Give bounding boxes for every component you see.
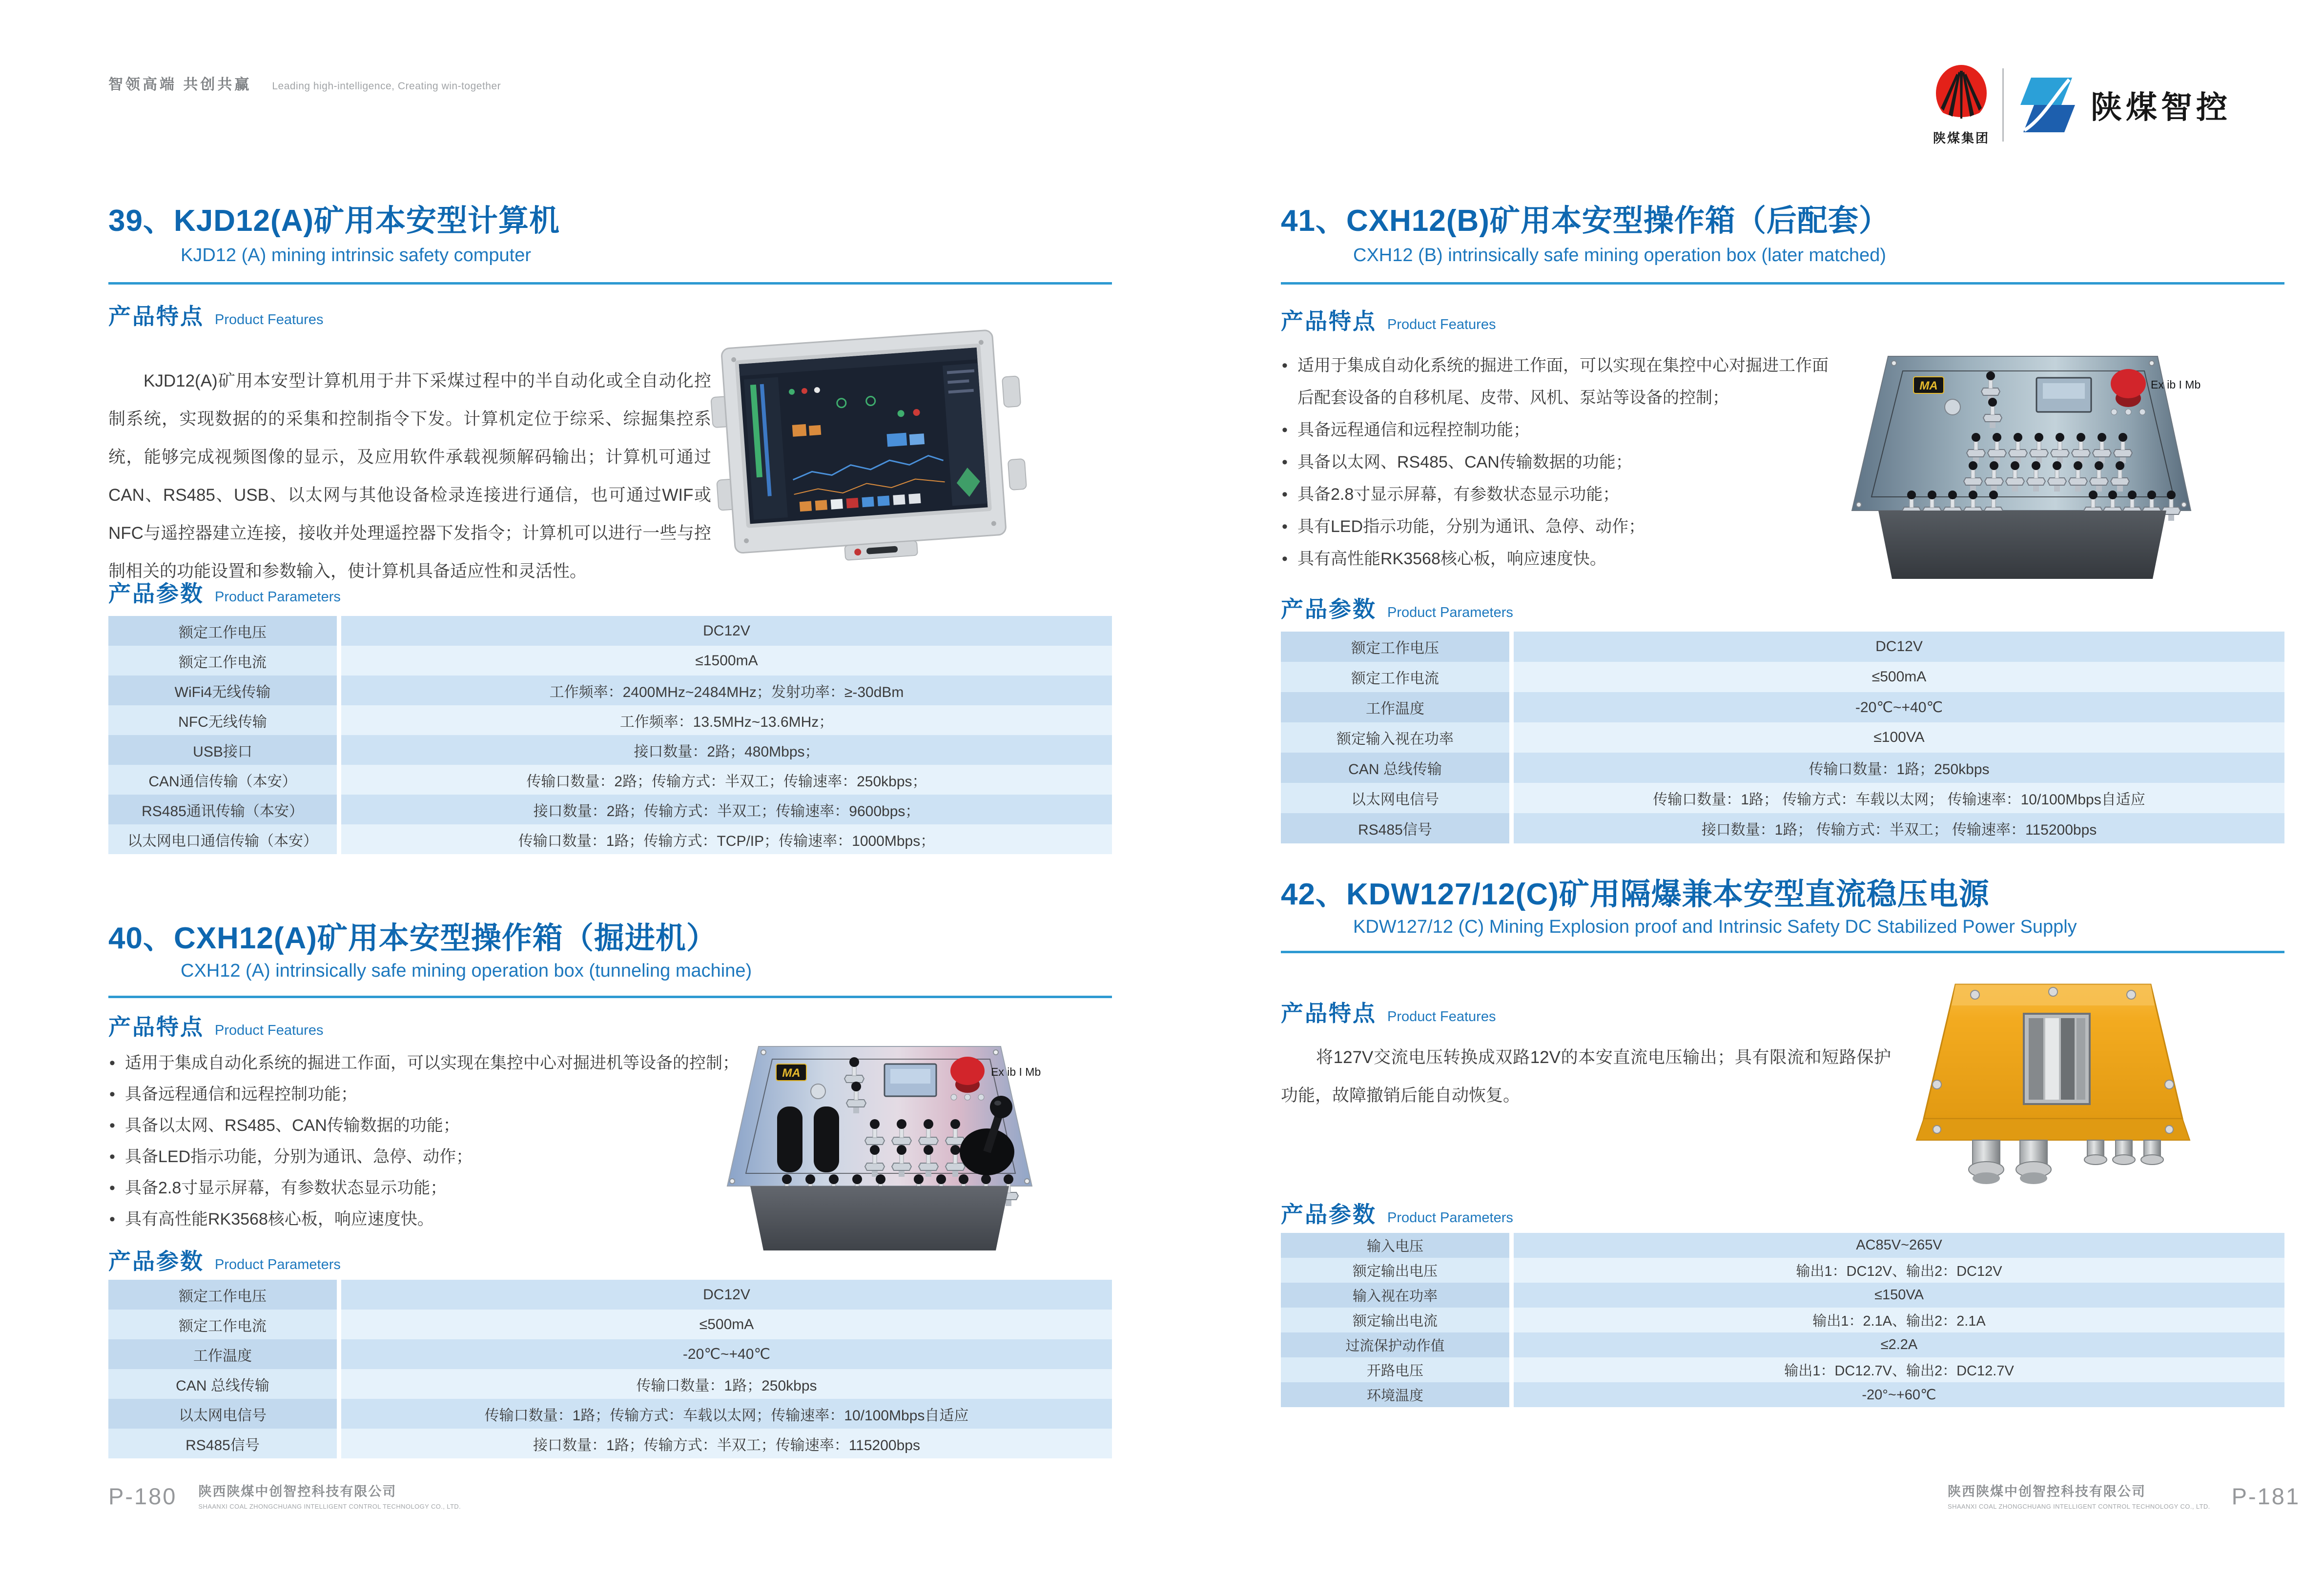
- param-value: -20°~+60℃: [1514, 1382, 2284, 1407]
- product-41-features: [1281, 349, 1835, 575]
- feature-item: • 具备远程通信和远程控制功能；: [1281, 414, 1835, 446]
- product-40-params-table: [108, 1280, 1112, 1458]
- param-value: DC12V: [1514, 632, 2284, 662]
- features-heading-en: Product Features: [215, 312, 324, 328]
- footer-left: [108, 1485, 461, 1510]
- product-39-photo: [698, 328, 1040, 562]
- param-value: 传输口数量：1路；250kbps: [1514, 753, 2284, 783]
- param-value: ≤2.2A: [1514, 1332, 2284, 1357]
- header-slogan: [108, 72, 501, 94]
- table-row: [1281, 692, 2284, 722]
- coal-group-logo-label: 陕煤集团: [1933, 130, 1990, 145]
- key-switch: [811, 1084, 825, 1099]
- product-39-features-heading: [108, 299, 323, 331]
- param-label: 额定工作电压: [108, 1280, 337, 1310]
- features-heading-en: Product Features: [1387, 1009, 1496, 1024]
- table-row: [1281, 813, 2284, 843]
- feature-item: • 具有高性能RK3568核心板，响应速度快。: [108, 1204, 753, 1235]
- table-row: [1281, 783, 2284, 813]
- feature-item: • 具备2.8寸显示屏幕，有参数状态显示功能；: [1281, 478, 1835, 511]
- company-block: [198, 1485, 461, 1510]
- product-39-params-heading: [108, 576, 341, 608]
- table-row: [108, 1280, 1112, 1310]
- table-row: [108, 646, 1112, 676]
- page-number-right: P-181: [2231, 1483, 2301, 1509]
- param-label: RS485通讯传输（本安）: [108, 795, 337, 824]
- param-label: RS485信号: [108, 1429, 337, 1458]
- table-row: [108, 735, 1112, 765]
- product-41-features-heading: [1281, 304, 1496, 336]
- table-row: [1281, 1332, 2284, 1357]
- product-41-photo: [1830, 349, 2215, 579]
- table-row: [108, 1310, 1112, 1339]
- company-name-en: SHAANXI COAL ZHONGCHUANG INTELLIGENT CONTROL TECHNOLOGY CO., LTD.: [1948, 1502, 2210, 1510]
- table-row: [1281, 722, 2284, 753]
- param-label: WiFi4无线传输: [108, 676, 337, 705]
- company-name-zh: 陕西陕煤中创智控科技有限公司: [1948, 1484, 2146, 1499]
- product-42-features-heading: [1281, 996, 1496, 1028]
- cable-gland: [2016, 1140, 2051, 1184]
- param-label: CAN 总线传输: [1281, 753, 1509, 783]
- product-41-params-table: [1281, 632, 2284, 843]
- param-label: 开路电压: [1281, 1357, 1509, 1382]
- param-label: 过流保护动作值: [1281, 1332, 1509, 1357]
- ex-marking-label: Ex ib I Mb: [991, 1065, 1041, 1078]
- coal-group-logo: [1933, 64, 1990, 146]
- param-value: 接口数量：1路； 传输方式：半双工； 传输速率：115200bps: [1514, 813, 2284, 843]
- param-value: ≤1500mA: [341, 646, 1112, 676]
- features-heading-zh: 产品特点: [1281, 1001, 1377, 1026]
- paddle-lever: [777, 1106, 802, 1172]
- feature-item: • 具备以太网、RS485、CAN传输数据的功能；: [108, 1110, 753, 1141]
- feature-item: • 适用于集成自动化系统的掘进工作面，可以实现在集控中心对掘进工作面后配套设备的自移机尾、皮带、风机、泵站等设备的控制；: [1281, 349, 1835, 414]
- param-label: CAN通信传输（本安）: [108, 765, 337, 795]
- param-label: 额定输入视在功率: [1281, 722, 1509, 753]
- section-divider: [1281, 282, 2284, 285]
- param-value: 传输口数量：1路；250kbps: [341, 1369, 1112, 1399]
- ma-certification-badge: [1913, 377, 1944, 393]
- feature-item: • 具有高性能RK3568核心板，响应速度快。: [1281, 543, 1835, 575]
- feature-item: • 具有LED指示功能，分别为通讯、急停、动作；: [1281, 511, 1835, 543]
- table-row: [108, 1339, 1112, 1369]
- param-value: 传输口数量：1路；传输方式：TCP/IP；传输速率：1000Mbps；: [341, 824, 1112, 854]
- product-42-params-table: [1281, 1233, 2284, 1407]
- product-39-subtitle: KJD12 (A) mining intrinsic safety computer: [181, 245, 532, 266]
- table-row: [108, 1369, 1112, 1399]
- product-41-title: 41、CXH12(B)矿用本安型操作箱（后配套）: [1281, 204, 1890, 238]
- coal-group-flame-icon: [1934, 64, 1989, 126]
- product-40-subtitle: CXH12 (A) intrinsically safe mining operation box (tunneling machine): [181, 961, 752, 981]
- features-heading-en: Product Features: [1387, 317, 1496, 332]
- params-heading-zh: 产品参数: [1281, 1202, 1377, 1227]
- table-row: [1281, 1233, 2284, 1258]
- param-label: 额定工作电压: [108, 616, 337, 646]
- product-39-params-table: [108, 616, 1112, 854]
- param-value: ≤500mA: [1514, 662, 2284, 692]
- table-row: [108, 705, 1112, 735]
- param-value: 接口数量：1路；传输方式：半双工；传输速率：115200bps: [341, 1429, 1112, 1458]
- product-42-params-heading: [1281, 1197, 1513, 1229]
- param-label: 以太网电信号: [108, 1399, 337, 1429]
- table-row: [1281, 1382, 2284, 1407]
- product-40-photo: [714, 1041, 1046, 1250]
- cable-gland-small: [2084, 1140, 2163, 1165]
- param-value: ≤500mA: [341, 1310, 1112, 1339]
- table-row: [108, 616, 1112, 646]
- paddle-lever: [814, 1106, 839, 1172]
- company-block: [1948, 1485, 2210, 1510]
- slogan-en: Leading high-intelligence, Creating win-together: [272, 81, 501, 92]
- table-row: [1281, 1258, 2284, 1283]
- company-name-zh: 陕西陕煤中创智控科技有限公司: [198, 1484, 397, 1499]
- param-value: 传输口数量：1路；传输方式：车载以太网；传输速率：10/100Mbps自适应: [341, 1399, 1112, 1429]
- feature-item: • 具备远程通信和远程控制功能；: [108, 1079, 753, 1110]
- table-row: [108, 795, 1112, 824]
- product-40-params-heading: [108, 1244, 341, 1276]
- param-value: 接口数量：2路；480Mbps；: [341, 735, 1112, 765]
- param-label: USB接口: [108, 735, 337, 765]
- param-value: 传输口数量：2路；传输方式：半双工；传输速率：250kbps；: [341, 765, 1112, 795]
- company-name-en: SHAANXI COAL ZHONGCHUANG INTELLIGENT CONTROL TECHNOLOGY CO., LTD.: [198, 1502, 461, 1510]
- section-divider: [108, 282, 1112, 285]
- cable-gland: [1969, 1140, 2004, 1184]
- param-value: ≤150VA: [1514, 1283, 2284, 1308]
- param-value: 输出1：DC12V、输出2：DC12V: [1514, 1258, 2284, 1283]
- param-value: -20℃~+40℃: [341, 1339, 1112, 1369]
- slogan-zh: 智领高端 共创共赢: [108, 77, 252, 93]
- product-39-title: 39、KJD12(A)矿用本安型计算机: [108, 204, 560, 238]
- product-41-subtitle: CXH12 (B) intrinsically safe mining operation box (later matched): [1353, 245, 1886, 266]
- table-row: [108, 1429, 1112, 1458]
- param-label: 工作温度: [108, 1339, 337, 1369]
- brand-name: 陕煤智控: [2091, 90, 2232, 125]
- params-heading-en: Product Parameters: [1387, 605, 1513, 620]
- params-heading-en: Product Parameters: [1387, 1210, 1513, 1226]
- param-label: RS485信号: [1281, 813, 1509, 843]
- product-42-description: 将127V交流电压转换成双路12V的本安直流电压输出；具有限流和短路保护功能，故障撤销后能自动恢复。: [1281, 1048, 1891, 1105]
- key-switch: [1945, 399, 1960, 415]
- param-label: 输入电压: [1281, 1233, 1509, 1258]
- param-label: 额定工作电压: [1281, 632, 1509, 662]
- param-label: NFC无线传输: [108, 705, 337, 735]
- table-row: [1281, 1308, 2284, 1332]
- table-row: [1281, 632, 2284, 662]
- header-logos: [1933, 59, 2231, 151]
- params-heading-zh: 产品参数: [108, 581, 204, 606]
- zhikong-z-logo-icon: [2016, 75, 2078, 135]
- table-row: [108, 1399, 1112, 1429]
- ma-certification-badge: [776, 1064, 806, 1081]
- param-value: 输出1：2.1A、输出2：2.1A: [1514, 1308, 2284, 1332]
- table-row: [1281, 1357, 2284, 1382]
- param-value: 工作频率：13.5MHz~13.6MHz；: [341, 705, 1112, 735]
- param-label: 输入视在功率: [1281, 1283, 1509, 1308]
- table-row: [108, 765, 1112, 795]
- param-label: 环境温度: [1281, 1382, 1509, 1407]
- table-row: [1281, 662, 2284, 692]
- params-heading-en: Product Parameters: [215, 1257, 341, 1272]
- features-heading-zh: 产品特点: [108, 304, 204, 329]
- section-divider: [108, 996, 1112, 998]
- features-heading-zh: 产品特点: [1281, 308, 1377, 334]
- table-row: [1281, 1283, 2284, 1308]
- param-value: 输出1：DC12.7V、输出2：DC12.7V: [1514, 1357, 2284, 1382]
- table-row: [1281, 753, 2284, 783]
- svg-text:MA: MA: [782, 1066, 801, 1080]
- feature-item: • 适用于集成自动化系统的掘进工作面，可以实现在集控中心对掘进机等设备的控制；: [108, 1047, 753, 1079]
- params-heading-en: Product Parameters: [215, 589, 341, 605]
- param-label: 额定工作电流: [108, 1310, 337, 1339]
- footer-right: [1948, 1485, 2300, 1510]
- product-42-photo: [1882, 967, 2224, 1211]
- product-40-features: [108, 1047, 753, 1235]
- param-label: 以太网电口通信传输（本安）: [108, 824, 337, 854]
- features-heading-zh: 产品特点: [108, 1014, 204, 1040]
- svg-text:MA: MA: [1919, 379, 1938, 392]
- param-label: 工作温度: [1281, 692, 1509, 722]
- inspection-window: [2024, 1014, 2090, 1104]
- product-41-params-heading: [1281, 592, 1513, 624]
- param-label: 额定输出电流: [1281, 1308, 1509, 1332]
- param-label: 额定输出电压: [1281, 1258, 1509, 1283]
- param-value: 传输口数量：1路； 传输方式：车载以太网； 传输速率：10/100Mbps自适应: [1514, 783, 2284, 813]
- param-value: DC12V: [341, 616, 1112, 646]
- table-row: [108, 824, 1112, 854]
- param-label: 以太网电信号: [1281, 783, 1509, 813]
- param-label: 额定工作电流: [108, 646, 337, 676]
- product-42-subtitle: KDW127/12 (C) Mining Explosion proof and Intrinsic Safety DC Stabilized Power Supply: [1353, 917, 2077, 937]
- param-value: ≤100VA: [1514, 722, 2284, 753]
- param-value: DC12V: [341, 1280, 1112, 1310]
- feature-item: • 具备LED指示功能，分别为通讯、急停、动作；: [108, 1141, 753, 1172]
- product-40-title: 40、CXH12(A)矿用本安型操作箱（掘进机）: [108, 922, 717, 955]
- param-value: 工作频率：2400MHz~2484MHz；发射功率：≥-30dBm: [341, 676, 1112, 705]
- param-label: 额定工作电流: [1281, 662, 1509, 692]
- features-heading-en: Product Features: [215, 1023, 324, 1038]
- param-value: AC85V~265V: [1514, 1233, 2284, 1258]
- ex-marking-label: Ex ib I Mb: [2151, 378, 2201, 391]
- logo-divider: [2002, 68, 2004, 142]
- section-divider: [1281, 951, 2284, 953]
- param-label: CAN 总线传输: [108, 1369, 337, 1399]
- param-value: -20℃~+40℃: [1514, 692, 2284, 722]
- table-row: [108, 676, 1112, 705]
- product-39-description: KJD12(A)矿用本安型计算机用于井下采煤过程中的半自动化或全自动化控制系统，实现数据的的采集和控制指令下发。计算机定位于综采、综掘集控系统，能够完成视频图像的显示，及应用软件承载视频解码输出；计算机可通过CAN、RS485、USB、以太网与其他设备检录连接进行通信，也可通过WIF或NFC与遥控器建立连接，接收并处理遥控器下发指令；计算机可以进行一些与控制相关的功能设置和参数输入，使计算机具备适应性和灵活性。: [108, 371, 711, 581]
- feature-item: • 具备2.8寸显示屏幕，有参数状态显示功能；: [108, 1172, 753, 1204]
- params-heading-zh: 产品参数: [108, 1249, 204, 1274]
- param-value: 接口数量：2路；传输方式：半双工；传输速率：9600bps；: [341, 795, 1112, 824]
- product-40-features-heading: [108, 1009, 323, 1042]
- product-42-title: 42、KDW127/12(C)矿用隔爆兼本安型直流稳压电源: [1281, 878, 1990, 911]
- page-number-left: P-180: [108, 1483, 177, 1509]
- params-heading-zh: 产品参数: [1281, 596, 1377, 622]
- feature-item: • 具备以太网、RS485、CAN传输数据的功能；: [1281, 446, 1835, 478]
